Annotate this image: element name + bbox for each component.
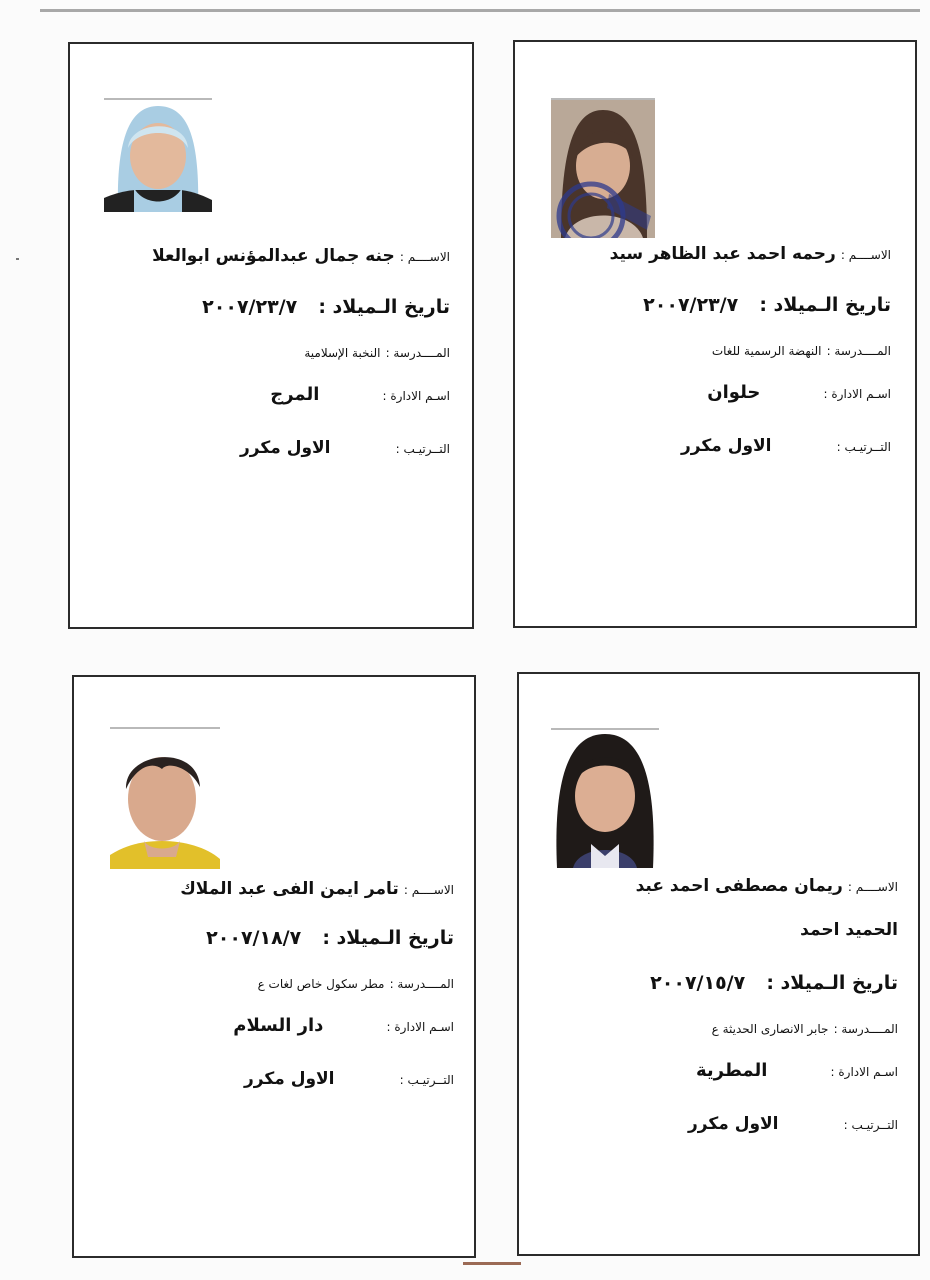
school-label: المــــدرسة :	[826, 344, 891, 358]
student-card	[68, 42, 474, 629]
department-row	[270, 384, 450, 405]
rank-row	[244, 1069, 454, 1089]
page-top-rule	[40, 9, 920, 12]
school-value: النخبة الإسلامية	[304, 346, 381, 360]
rank-label: التــرتيـب :	[395, 442, 450, 456]
school-row	[712, 1018, 898, 1037]
page-bottom-mark	[463, 1262, 521, 1265]
dob-value: ٢٠٠٧/١٥/٧	[650, 972, 746, 994]
rank-label: التــرتيـب :	[836, 440, 891, 454]
name-row	[636, 876, 898, 896]
name-label: الاســــم :	[847, 880, 898, 894]
name-row	[152, 246, 450, 266]
department-row	[707, 382, 891, 403]
name-label: الاســــم :	[840, 248, 891, 262]
rank-value: الاول مكرر	[681, 436, 772, 456]
dob-row	[202, 296, 450, 318]
student-name: تامر ايمن الفى عبد الملاك	[180, 879, 399, 899]
dob-value: ٢٠٠٧/٢٣/٧	[202, 296, 298, 318]
dob-label: تاريخ الـميلاد :	[318, 296, 450, 318]
school-value: مطر سكول خاص لغات ع	[257, 977, 385, 991]
rank-row	[688, 1114, 898, 1134]
department-value: حلوان	[707, 382, 761, 403]
school-label: المــــدرسة :	[833, 1022, 898, 1036]
school-row	[712, 340, 891, 359]
name-label: الاســــم :	[399, 250, 450, 264]
dob-label: تاريخ الـميلاد :	[766, 972, 898, 994]
student-photo	[551, 98, 655, 238]
portrait-image	[110, 727, 220, 869]
department-value: دار السلام	[233, 1015, 324, 1036]
photo-tape	[551, 728, 659, 730]
photo-tape	[551, 98, 655, 100]
student-photo	[110, 727, 220, 869]
student-card	[72, 675, 476, 1258]
student-name: جنه جمال عبدالمؤنس ابوالعلا	[152, 246, 395, 266]
rank-label: التــرتيـب :	[843, 1118, 898, 1132]
department-label: اسـم الادارة :	[823, 387, 891, 401]
rank-value: الاول مكرر	[688, 1114, 779, 1134]
student-name: رحمه احمد عبد الظاهر سيد	[609, 244, 836, 264]
dob-label: تاريخ الـميلاد :	[322, 927, 454, 949]
school-label: المــــدرسة :	[385, 346, 450, 360]
name-row	[610, 244, 891, 264]
photo-tape	[110, 727, 220, 729]
department-label: اسـم الادارة :	[386, 1020, 454, 1034]
portrait-image	[551, 728, 659, 868]
name-row	[180, 879, 454, 899]
student-card	[517, 672, 920, 1256]
department-value: المرج	[270, 384, 320, 405]
dob-value: ٢٠٠٧/١٨/٧	[206, 927, 302, 949]
photo-tape	[104, 98, 212, 100]
department-label: اسـم الادارة :	[830, 1065, 898, 1079]
rank-row	[240, 438, 450, 458]
rank-row	[681, 436, 891, 456]
name-row-continued	[800, 920, 898, 940]
department-row	[696, 1060, 898, 1081]
department-label: اسـم الادارة :	[382, 389, 450, 403]
rank-value: الاول مكرر	[240, 438, 331, 458]
portrait-image	[551, 98, 655, 238]
department-row	[233, 1015, 454, 1036]
dob-value: ٢٠٠٧/٢٣/٧	[643, 294, 739, 316]
student-photo	[104, 98, 212, 212]
school-value: النهضة الرسمية للغات	[711, 344, 822, 358]
dob-label: تاريخ الـميلاد :	[759, 294, 891, 316]
school-label: المــــدرسة :	[389, 977, 454, 991]
rank-value: الاول مكرر	[244, 1069, 335, 1089]
dob-row	[643, 294, 891, 316]
dob-row	[650, 972, 898, 994]
stray-mark	[16, 258, 19, 260]
name-label: الاســــم :	[403, 883, 454, 897]
school-row	[304, 342, 450, 361]
rank-label: التــرتيـب :	[399, 1073, 454, 1087]
student-name-line2: الحميد احمد	[800, 920, 898, 940]
student-card	[513, 40, 917, 628]
portrait-image	[104, 98, 212, 212]
student-name-line1: ريمان مصطفى احمد عبد	[635, 876, 843, 896]
student-photo	[551, 728, 659, 868]
school-row	[258, 973, 454, 992]
department-value: المطرية	[696, 1060, 768, 1081]
dob-row	[206, 927, 454, 949]
school-value: جابر الانصارى الحديثة ع	[711, 1022, 829, 1036]
